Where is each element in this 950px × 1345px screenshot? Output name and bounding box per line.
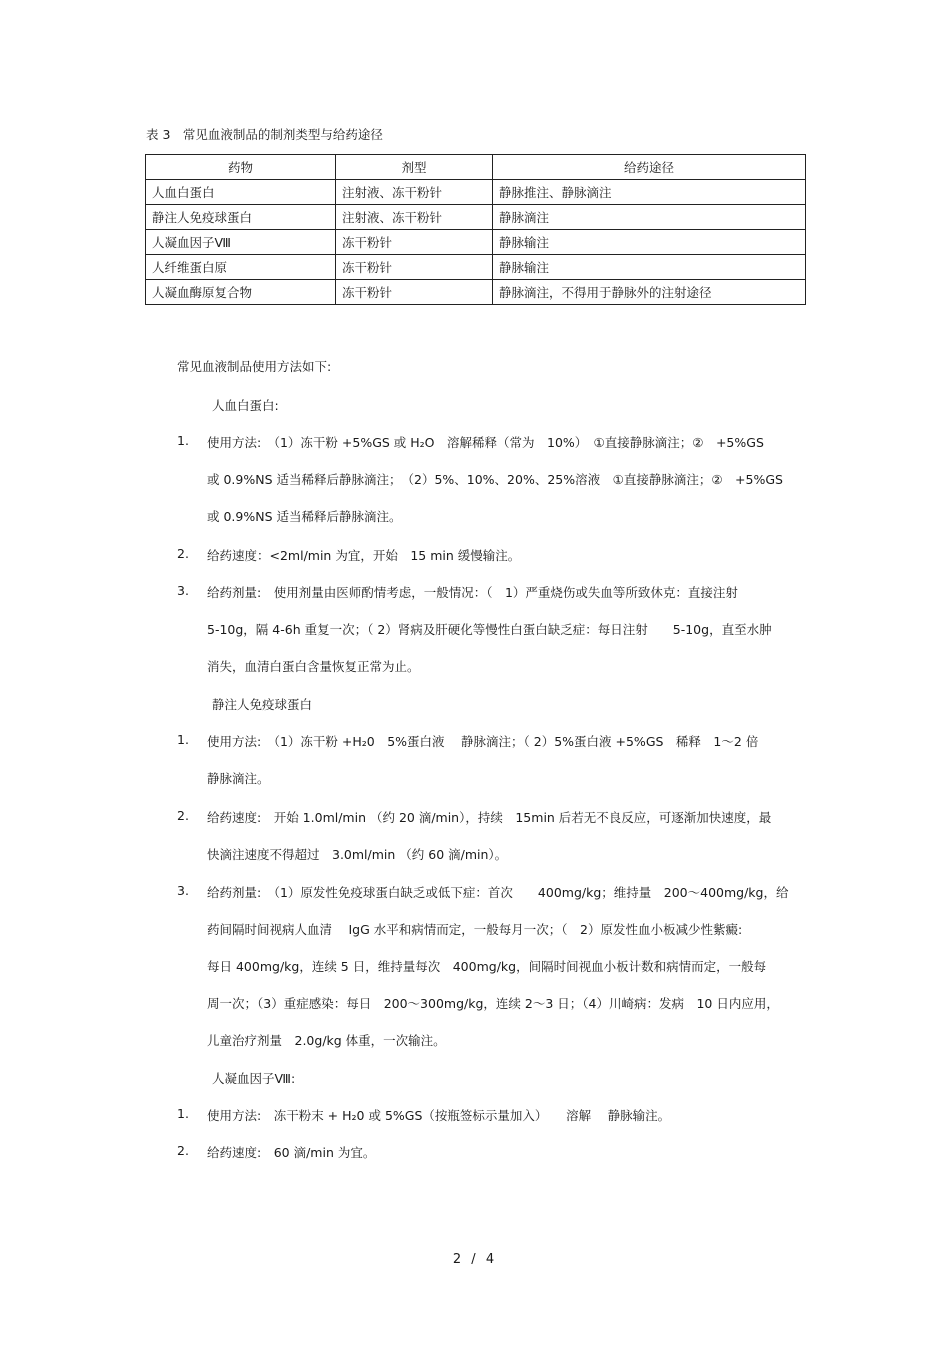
table-row (146, 205, 806, 230)
column-header-dosage-form: 剂型 (336, 155, 493, 180)
table-cell: 人血白蛋白 (146, 180, 336, 205)
list-line: 5-10g，隔 4-6h 重复一次；（ 2）肾病及肝硬化等慢性白蛋白缺乏症：每日注射 5-10g，直至水肿 (207, 622, 772, 637)
list-line: 周一次；（3）重症感染：每日 200～300mg/kg，连续 2～3 日；（4）川崎病：发病 10 日内应用， (207, 996, 779, 1011)
list-number: 2. (177, 546, 189, 561)
table-row (146, 180, 806, 205)
list-line: 给药速度：<2ml/min 为宜，开始 15 min 缓慢输注。 (207, 548, 521, 563)
table-cell: 静脉输注 (493, 230, 806, 255)
column-header-drug: 药物 (146, 155, 336, 180)
list-line: 使用方法: 冻干粉末 + H₂0 或 5%GS（按瓶签标示量加入） 溶解 静脉输注。 (207, 1108, 671, 1123)
table-cell: 静脉滴注 (493, 205, 806, 230)
table-header-row (146, 155, 806, 180)
table-cell: 人纤维蛋白原 (146, 255, 336, 280)
table-cell: 冻干粉针 (336, 280, 493, 305)
list-line: 或 0.9%NS 适当稀释后静脉滴注。 (207, 509, 402, 524)
table-row (146, 280, 806, 305)
section-title-factor-viii: 人凝血因子Ⅷ: (212, 1071, 296, 1086)
list-number: 1. (177, 433, 189, 448)
column-header-route: 给药途径 (493, 155, 806, 180)
intro-paragraph: 常见血液制品使用方法如下: (177, 359, 332, 374)
list-number: 3. (177, 583, 189, 598)
list-number: 1. (177, 1106, 189, 1121)
table-cell: 静脉输注 (493, 255, 806, 280)
table-cell: 注射液、冻干粉针 (336, 205, 493, 230)
list-number: 2. (177, 1143, 189, 1158)
table-cell: 冻干粉针 (336, 230, 493, 255)
list-line: 给药速度: 开始 1.0ml/min （约 20 滴/min），持续 15min 后若无不良反应，可逐渐加快速度，最 (207, 810, 772, 825)
list-line: 给药剂量: （1）原发性免疫球蛋白缺乏或低下症：首次 400mg/kg；维持量 200～400mg/kg，给 (207, 885, 789, 900)
table-cell: 静脉推注、静脉滴注 (493, 180, 806, 205)
blood-products-table (145, 154, 806, 305)
list-line: 使用方法: （1）冻干粉 +H₂0 5%蛋白液 静脉滴注；（ 2）5%蛋白液 +5%GS 稀释 1～2 倍 (207, 734, 759, 749)
list-number: 2. (177, 808, 189, 823)
table-row (146, 230, 806, 255)
table-cell: 人凝血酶原复合物 (146, 280, 336, 305)
table-cell: 静脉滴注，不得用于静脉外的注射途径 (493, 280, 806, 305)
table-cell: 冻干粉针 (336, 255, 493, 280)
table-cell: 注射液、冻干粉针 (336, 180, 493, 205)
list-number: 1. (177, 732, 189, 747)
list-line: 每日 400mg/kg，连续 5 日，维持量每次 400mg/kg，间隔时间视血小板计数和病情而定，一般每 (207, 959, 767, 974)
list-line: 消失，血清白蛋白含量恢复正常为止。 (207, 659, 420, 674)
list-line: 或 0.9%NS 适当稀释后静脉滴注； （2）5%、10%、20%、25%溶液 ①直接静脉滴注；② +5%GS (207, 472, 783, 487)
list-line: 药间隔时间视病人血清 IgG 水平和病情而定，一般每月一次；（ 2）原发性血小板减少性紫癜: (207, 922, 743, 937)
list-line: 给药剂量: 使用剂量由医师酌情考虑，一般情况：（ 1）严重烧伤或失血等所致休克：直接注射 (207, 585, 738, 600)
list-line: 儿童治疗剂量 2.0g/kg 体重，一次输注。 (207, 1033, 446, 1048)
list-line: 静脉滴注。 (207, 771, 270, 786)
list-line: 快滴注速度不得超过 3.0ml/min （约 60 滴/min）。 (207, 847, 508, 862)
table-row (146, 255, 806, 280)
table-caption: 表 3 常见血液制品的制剂类型与给药途径 (146, 127, 383, 142)
table-cell: 静注人免疫球蛋白 (146, 205, 336, 230)
table-cell: 人凝血因子Ⅷ (146, 230, 336, 255)
list-line: 给药速度: 60 滴/min 为宜。 (207, 1145, 376, 1160)
section-title-albumin: 人血白蛋白: (212, 398, 279, 413)
list-number: 3. (177, 883, 189, 898)
list-line: 使用方法: （1）冻干粉 +5%GS 或 H₂O 溶解稀释（常为 10%） ①直接静脉滴注；② +5%GS (207, 435, 764, 450)
page-number: 2 / 4 (452, 1252, 498, 1267)
section-title-immunoglobulin: 静注人免疫球蛋白 (212, 697, 313, 712)
